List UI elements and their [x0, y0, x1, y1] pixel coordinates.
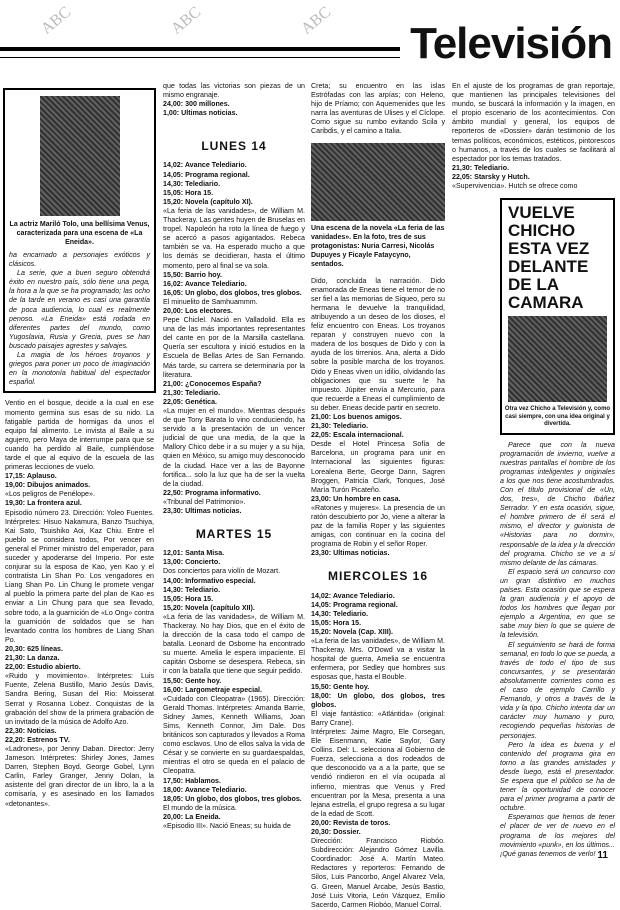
- column-2-text: [163, 82, 305, 862]
- photo-chicho: [508, 316, 607, 402]
- schedule-item: 18,00: Avance Telediario.: [163, 785, 247, 794]
- paragraph: «Supervivencia». Hutch se ofrece como: [452, 182, 578, 191]
- header-rule-top: [0, 47, 400, 51]
- schedule-item: 18,00: Un globo, dos globos, tres globos.: [311, 691, 445, 709]
- column-4-text: [452, 82, 615, 192]
- schedule-item: 24,00: 300 millones.: [163, 100, 230, 109]
- paragraph: Esperamos que hemos de tener el placer de ver de nuevo en el programa de los mejores del movimiento «punk», en los últimos... ¡Qué ganas tenemos de verlo!: [500, 813, 615, 858]
- schedule-item: 14,30: Telediario.: [163, 585, 221, 594]
- schedule-item: 20,30: Dossier.: [311, 828, 361, 836]
- schedule-item: 20,00: La Eneida.: [163, 812, 221, 821]
- photo-feria-vanidades: [311, 143, 445, 221]
- schedule-item: 21,00: ¿Conocemos España?: [163, 379, 262, 388]
- paragraph: Creta; su encuentro en las islas Estrófadas con las arpías; con Heleno, hijo de Príamo; con Aquemenides que les narra las aventuras de Ulises y el Cíclope. Como sigue su rumbo evitando Scila y Caribdis, y el camino a Italia.: [311, 82, 445, 136]
- paragraph: El seguimiento se hará de forma semanal, en todo lo que se pueda, a través de todo el tipo de sus concursantes, y se presentarán absolutamente corrientes como es el caso de ejemplo Carrillo y Fernando, y otros a través de la vida y la tipo. Chicho intenta dar un carácter muy humano y puro, recogiendo pequeñas historias de personajes.: [500, 640, 615, 740]
- watermark: ABC: [168, 3, 205, 38]
- section-title: Televisión: [410, 19, 612, 68]
- paragraph: Ventio en el bosque, decide a la cual en ese momento germina sus esas de su nido. La fatigable partida de hormigas da unos el equipo fal alimento. Le invista al Baile a su agujero, pero Maya de interrumpe para que se cuando ha perdido al Baile, cumpliéndose tarde el que al equivo de la escuela de las primeras lecciones de vuelo.: [5, 399, 154, 472]
- paragraph: «La feria de las vanidades», de William M. Thackeray. No hay Dios, que en el éxito de la dirección de la casa todo el campo de batalla. Leonard de Osborne ha encontrado su muerte. Amelia le espera impaciente. El capitán Osborne se desespera. Rebeca, sin ir con la batalla que tiene que seguir pedido.: [163, 612, 305, 676]
- paragraph: Dos conciertos para violín de Mozart.: [163, 567, 281, 576]
- schedule-item: 22,05: Starsky y Hutch.: [452, 172, 530, 181]
- feature-box-chicho: [500, 198, 615, 435]
- schedule-item: 14,00: Informativo especial.: [163, 576, 256, 585]
- photo-caption: La actriz Mariló Tolo, una bellísima Venus, caracterizada para una escena de «La Eneida».: [9, 221, 150, 246]
- schedule-item: 15,50: Gente hoy.: [311, 682, 370, 691]
- paragraph: Dido, concluida la narración. Dido enamorada de Eneas tiene el temor de no ser fiel a las memorias de Siqueo, pero su hermana le devuelve la tranquilidad, atribuyendo a un deseo de los dioses, el feliz encuentro con Eneas. Los troyanos reparan y construyen nuevo con la madera de los bosques de Dido y con la ayuda de los tirrenios. Ana, alerta a Dido sobre la posible marcha de los troyanos. Dido y Eneas viven un idilio, olvidando las obligaciones que su suerte le ha impuesto. Júpiter envía a Mercurio, para que recuerde a Eneas el cumplimiento de su deber. Eneas decide partir en secreto.: [311, 276, 445, 412]
- schedule-item: 22,05: Escala internacional.: [311, 431, 404, 440]
- schedule-item: 20,00: Revista de toros.: [311, 818, 391, 827]
- schedule-item: 22,50: Programa informativo.: [163, 488, 261, 497]
- schedule-item: 21,30: Telediario.: [311, 422, 369, 431]
- paragraph: «Los peligros de Penélope».: [5, 490, 95, 499]
- schedule-item: 18,05: Un globo, dos globos, tres globos.: [163, 794, 302, 803]
- schedule-item: 22,00: Estudio abierto.: [5, 663, 81, 672]
- schedule-item: 1,00: Ultimas noticias.: [163, 109, 238, 118]
- schedule-item: 22,30: Noticias.: [5, 726, 57, 735]
- schedule-item: 14,02: Avance Telediario.: [311, 591, 395, 600]
- photo-marilo-tolo: [40, 96, 120, 216]
- schedule-item: 14,30: Telediario.: [311, 609, 369, 618]
- paragraph: Pero la idea es buena y el contenido del programa gira en torno a las grandes amistades y desde luego, está el presentador. Se espera que el público se ha de tener la oportunidad de conocer para el primer programa a partir de octubre.: [500, 740, 615, 813]
- day-heading-lunes: LUNES 14: [201, 139, 267, 154]
- paragraph: ha encarnado a personajes exóticos y clásicos.: [9, 251, 150, 269]
- photo-caption: Una escena de la novela «La feria de las vanidades». En la foto, tres de sus protagonistas: Nuria Carresi, Nicolás Dupuyes y Ficayle Fataycyno, sentados.: [311, 224, 445, 268]
- paragraph: Pepe Chiclel. Nació en Valladolid. Ella es una de las más importantes representantes del cante en por de la Marsilla castellana. Quería ser escultora y inició estudios en la Escuela de Bellas Artes de San Fernando. Más tarde, su carrera se determinaría por la literatura.: [163, 316, 305, 379]
- column-1-text: [3, 399, 156, 808]
- watermark: ABC: [298, 3, 335, 38]
- paragraph: «Cuidado con Cleopatra» (1965). Dirección: Gerald Thomas. Intérpretes: Amanda Barrie, Sidney James, Kenneth Williams, Joan Sims, Kenneth Connor, Jim Dale. Dos británicos son capturados y llevados a Roma como esclavos. Uno de ellos salva la vida de César y se convierte en su guardaespaldas, mientras el otro se queda en el palacio de Cleopatra.: [163, 694, 305, 776]
- paragraph: Intérpretes: Jaime Magro, Ele Corsegan, Ele Eisenmann, Katie Saylor, Gary Collins. Del: L. selecciona al Gobierno de Fuerza, selecciona a dos rodeados de que desconocido va a a la parte, que se vendió rindieron en el vía ocupada al infierno, mientras que Venus y Fred encuentran por la Mesa, presenta a una lejana estrella, el grupo regresa a su lugar de la edad de Scott.: [311, 727, 445, 818]
- column-4-italic-text: [500, 441, 615, 859]
- column-1: [3, 88, 156, 862]
- feature-headline: VUELVE CHICHO ESTA VEZ DELANTE DE LA CAMARA: [508, 203, 590, 312]
- schedule-item: 21,00: Los buenos amigos.: [311, 412, 402, 421]
- paragraph: «La mujer en el mundo». Mientras después de que Tony Barata lo vino conduciendo, ha servido a la presentación de un vencer judicial de que una media, de la que la Mallory Chico debe ir a su mujer y a su hija, quien en México, su amigo muy desconocido de la ciudad. Hace ver a las de Bayonne fortifica... solo la luz que ha de ser la vuelta de la ciudad.: [163, 407, 305, 488]
- schedule-item: 22,20: Estrenos TV.: [5, 735, 70, 744]
- schedule-item: 15,05: Hora 15.: [311, 618, 362, 627]
- paragraph: «La feria de las vanidades», de William M. Thackeray. Las gentes huyen de Bruselas en tropel. Napoleón ha roto la línea de fuego y se acercó a pasos agigantados. Rebeca también se va. Ha esperado mucho a que los demás se decidieran, hasta el último momento, pero al final se va sola.: [163, 206, 305, 270]
- paragraph: El mundo de la música.: [163, 803, 237, 812]
- photo-caption: Otra vez Chicho a Televisión y, como casi siempre, con una idea original y divertida.: [504, 406, 611, 427]
- schedule-item: 23,00: Un hombre en casa.: [311, 494, 401, 503]
- schedule-item: 13,00: Concierto.: [163, 558, 221, 567]
- paragraph: «Ruido y movimiento». Intérpretes: Luis Fuente, Zelena Bustillo, Mario Jesús Davis, Sandra Bering, Susan del Rio: Moisserat Serrat y Rosanna Lobez. Conquistas de la grabación del show de la primera grabación de un invitado de la música de Adolfo Azo.: [5, 672, 154, 726]
- day-heading-martes: MARTES 15: [195, 527, 273, 542]
- day-heading-miercoles: MIERCOLES 16: [327, 569, 429, 584]
- schedule-item: 16,05: Un globo, dos globos, tres globos.: [163, 288, 302, 297]
- schedule-item: 15,20: Novela (capítulo XI).: [163, 197, 253, 206]
- schedule-item: 12,01: Santa Misa.: [163, 549, 225, 558]
- header-rule-bottom: [0, 57, 400, 58]
- schedule-item: 20,00: Los electores.: [163, 306, 233, 315]
- schedule-item: 15,05: Hora 15.: [163, 594, 214, 603]
- schedule-item: 16,02: Avance Telediario.: [163, 279, 247, 288]
- paragraph: «Ratones y mujeres». La presencia de un ratón descubierto por Jo, viene a alterar la paz de la familia Roper y las siguientes amigas, con continuar en la cocina del programa de Robin y el señor Roper.: [311, 503, 445, 549]
- schedule-item: 14,30: Telediario.: [163, 179, 221, 188]
- schedule-item: 22,05: Genética.: [163, 397, 218, 406]
- paragraph: «Episodio III». Nació Eneas; su huida de: [163, 822, 291, 831]
- schedule-item: 21,30: Telediario.: [163, 388, 221, 397]
- schedule-item: 15,50: Gente hoy.: [163, 676, 222, 685]
- schedule-item: 23,30: Ultimas noticias.: [163, 507, 242, 516]
- schedule-item: 19,00: Dibujos animados.: [5, 481, 91, 490]
- schedule-item: 15,20: Novela (Cap. XIII).: [311, 627, 394, 636]
- paragraph: La magia de los héroes troyanos y griegos para poner un poco de imaginación en la monotonía habitual del espectador español.: [9, 351, 150, 387]
- schedule-item: 21,30: La danza.: [5, 654, 60, 663]
- paragraph: «La feria de las vanidades», de William M. Thackeray. Mrs. O'Dowd va a visitar la hospital de guerra, Amelia se encuentra enfermera, por Sedley que hombres sus esposas que, hasta el Bouble.: [311, 637, 445, 682]
- schedule-item: 15,20: Novela (capítulo XII).: [163, 603, 255, 612]
- paragraph: Episodio número 23. Dirección: Yoleo Fuentes. Intérpretes: Hisuo Nakamura, Banzo Tsuchiya, Kai Sato, Tsuishiko Aoi, Kaz Chiu. Entre el pueblo se considera todos, Por vencer en general el Primer ministro del emperador, para suceder y apoderarse del Imperio. Por este conjurar su la esposa de Kao, yen Kao y el contratista Lin Shan Po. Los vengadores en Liang Shan Po. Lin Chung le promete vengar al pueblo la primera parte del plan de Kao es enviar a Lin Chung para que sea llevado, sobre todo, a la guarnición de «Lo Ong» contra la guarnición de soldados que se han levantado contra los hombres de Liang Shan Po.: [5, 508, 154, 644]
- paragraph: Parece que con la nueva programación de invierno, vuelve a nuestras pantallas el hombre de los programas inteligentes y originales a los que nos tiene acostumbrados. Con el título provisional de «Un, dos, tres», de Chicho Ibáñez Serrador. Y en esta ocasión, sigue, el hombre primero de él será el mismo, el director y guionista de «Historias para no dormir», responsable de la idea y la dirección del programa. Chicho se ve a sí mismo delante de las cámaras.: [500, 440, 615, 567]
- schedule-item: 14,05: Programa regional.: [311, 600, 398, 609]
- watermark: ABC: [38, 3, 75, 38]
- paragraph: En el ajuste de los programas de gran reportaje, que mantienen las principales televisiones del mundo, se buscará la información y la imagen, en el propio escenario de los acontecimientos. Con ámbito mundial y general, los equipos de reporteros de «Dossier» darán testimonio de los temas políticos, económicos, estéticos, pintorescos o humanos, a través de los cuales se facilitará al espectador por los temas tratados.: [452, 82, 615, 163]
- schedule-item: 23,30: Ultimas noticias.: [311, 549, 390, 558]
- paragraph: «Ladrones», por Jenny Daban. Director: Jerry Jameson. Intérpretes: Shirley Jones, James Darren, Stephen Boyd. George Gobel, Lynn Carlin, Farley Granger, Jenny Dolan, la asistente del gran director de un libro, la a la comisaría, y es asesinado en los llamados «detonantes».: [5, 744, 154, 808]
- column-3-text: [311, 82, 445, 909]
- paragraph: El espacio será un concurso con un gran distintivo en muchos países. Esta ocasión que se espera la gran audiencia y el apoyo de todos los hombres que llegan por ejemplo a Argentina, en que se sabe muy bien lo que se quiere de la televisión.: [500, 567, 615, 640]
- paragraph: «Tribunal del Patrimonio».: [163, 497, 246, 506]
- schedule-item: 20,30: 625 líneas.: [5, 644, 63, 653]
- schedule-item: 19,30: La frontera azul.: [5, 499, 82, 508]
- schedule-item: 17,15: Aplauso.: [5, 472, 57, 481]
- schedule-item: 14,02: Avance Telediario.: [163, 161, 247, 170]
- paragraph: Dirección: Francisco Riobóo. Subdirección: Alejandro Gómez Lavilla. Coordinador: José A. Martín Mateo. Redactores y reporteros: Fernando de Silos, Luis Pancorbo, Angel Alvarez Vela, G. Green, Manuel Arcabe, Jesús Bastio, José Luis Vitoria, León Vázquez, Emilio Sacerdo, Carmen Riobóo, Manuel Corral.: [311, 837, 445, 909]
- schedule-item: 15,50: Barrio hoy.: [163, 270, 223, 279]
- schedule-item: 14,05: Programa regional.: [163, 170, 250, 179]
- paragraph: El viaje fantástico: «Atlántida» (original: Barry Crane).: [311, 709, 445, 727]
- paragraph: que todas las victorias son piezas de un mismo engranaje.: [163, 82, 305, 100]
- page-number: 11: [597, 850, 608, 861]
- paragraph: El minuelito de Samhuammm.: [163, 297, 258, 306]
- feature-box-eneida: [3, 88, 156, 393]
- schedule-item: 16,00: Largometraje especial.: [163, 685, 262, 694]
- paragraph: Desde el Hotel Princesa Sofía de Barcelona, un programa para unir en Internacional las siguientes figuras: Lorealena Berte, George Dann, Sagren Broggen, Patricia Clark, Tonques, José María Turón Picateño.: [311, 440, 445, 494]
- paragraph: La serie, que a buen seguro obtendrá éxito en nuestro país, sólo tiene una pega, la hora a la que se ha programado; las ocho de la tarde en verano es casi una garantía de poca audiencia, lo cual es realmente penoso. «La Eneida» está rodada en diferentes partes del mundo, como Yugoslavia, Rusia y Grecia, pues se han buscado paisajes agrestes y salvajes.: [9, 269, 150, 350]
- schedule-item: 21,30: Telediario.: [452, 163, 510, 172]
- schedule-item: 15,05: Hora 15.: [163, 188, 214, 197]
- schedule-item: 17,50: Hablamos.: [163, 776, 221, 785]
